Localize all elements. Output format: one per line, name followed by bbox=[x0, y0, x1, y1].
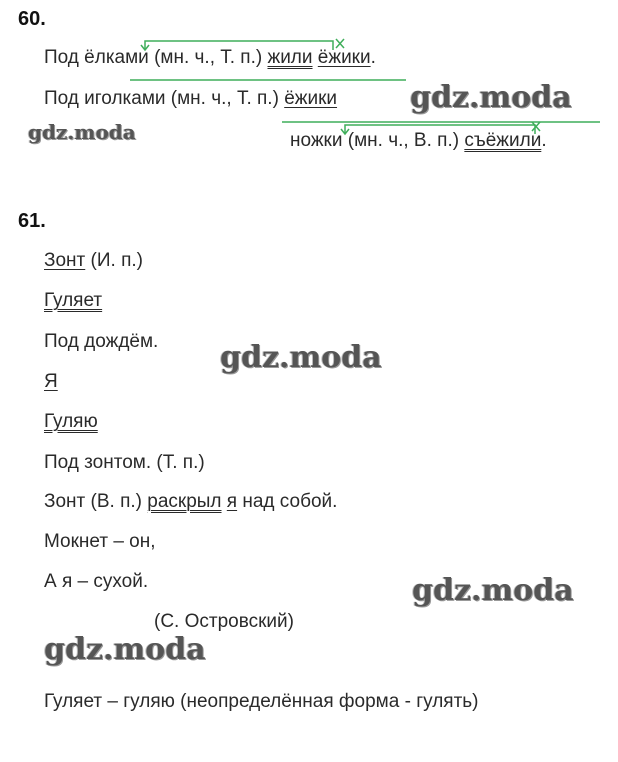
period: . bbox=[370, 47, 376, 68]
watermark-2: gdz.moda bbox=[28, 120, 136, 144]
ex60-predicate-zhili: жили bbox=[267, 47, 313, 68]
ex61-line-4: Я bbox=[44, 371, 58, 392]
ex61-line-2: Гуляет bbox=[44, 290, 103, 311]
ex60-line-2-text: Под иголками (мн. ч., Т. п.) bbox=[44, 88, 285, 109]
watermark-1: gdz.moda bbox=[410, 80, 572, 115]
period: . bbox=[541, 130, 547, 151]
ex60-line-1-text: Под ёлками (мн. ч., Т. п.) bbox=[44, 47, 268, 68]
ex61-note: Гуляет – гуляю (неопределённая форма - гулять) bbox=[44, 691, 479, 712]
ex61-line-1 bbox=[44, 250, 143, 272]
ex61-line-8: Мокнет – он, bbox=[44, 531, 156, 552]
ex60-line-3-text: ножки (мн. ч., В. п.) bbox=[290, 130, 465, 151]
ex61-line-6: Под зонтом. (Т. п.) bbox=[44, 452, 205, 473]
ex61-line-7 bbox=[44, 491, 337, 513]
exercise-60-number: 60. bbox=[18, 8, 46, 30]
ex60-predicate-sezhili: съёжили bbox=[464, 130, 542, 151]
ex60-subject-ezhiki-2: ёжики bbox=[284, 88, 338, 109]
ex61-line-7-rest: над собой. bbox=[237, 491, 338, 512]
ex61-line-1-rest: (И. п.) bbox=[85, 250, 143, 271]
watermark-3: gdz.moda bbox=[220, 340, 382, 375]
ex61-line-7-text: Зонт (В. п.) bbox=[44, 491, 148, 512]
watermark-4: gdz.moda bbox=[412, 573, 574, 608]
exercise-61-number: 61. bbox=[18, 210, 46, 232]
ex60-subject-ezhiki: ёжики bbox=[317, 47, 371, 68]
ex61-subject-zont: Зонт bbox=[44, 250, 86, 271]
ex61-author: (С. Островский) bbox=[154, 611, 294, 632]
ex61-subject-ya: я bbox=[226, 491, 238, 512]
ex61-line-3: Под дождём. bbox=[44, 331, 159, 352]
ex61-predicate-raskryl: раскрыл bbox=[147, 491, 222, 512]
watermark-5: gdz.moda bbox=[44, 632, 206, 667]
ex61-line-5: Гуляю bbox=[44, 411, 98, 432]
ex61-line-9: А я – сухой. bbox=[44, 571, 149, 592]
